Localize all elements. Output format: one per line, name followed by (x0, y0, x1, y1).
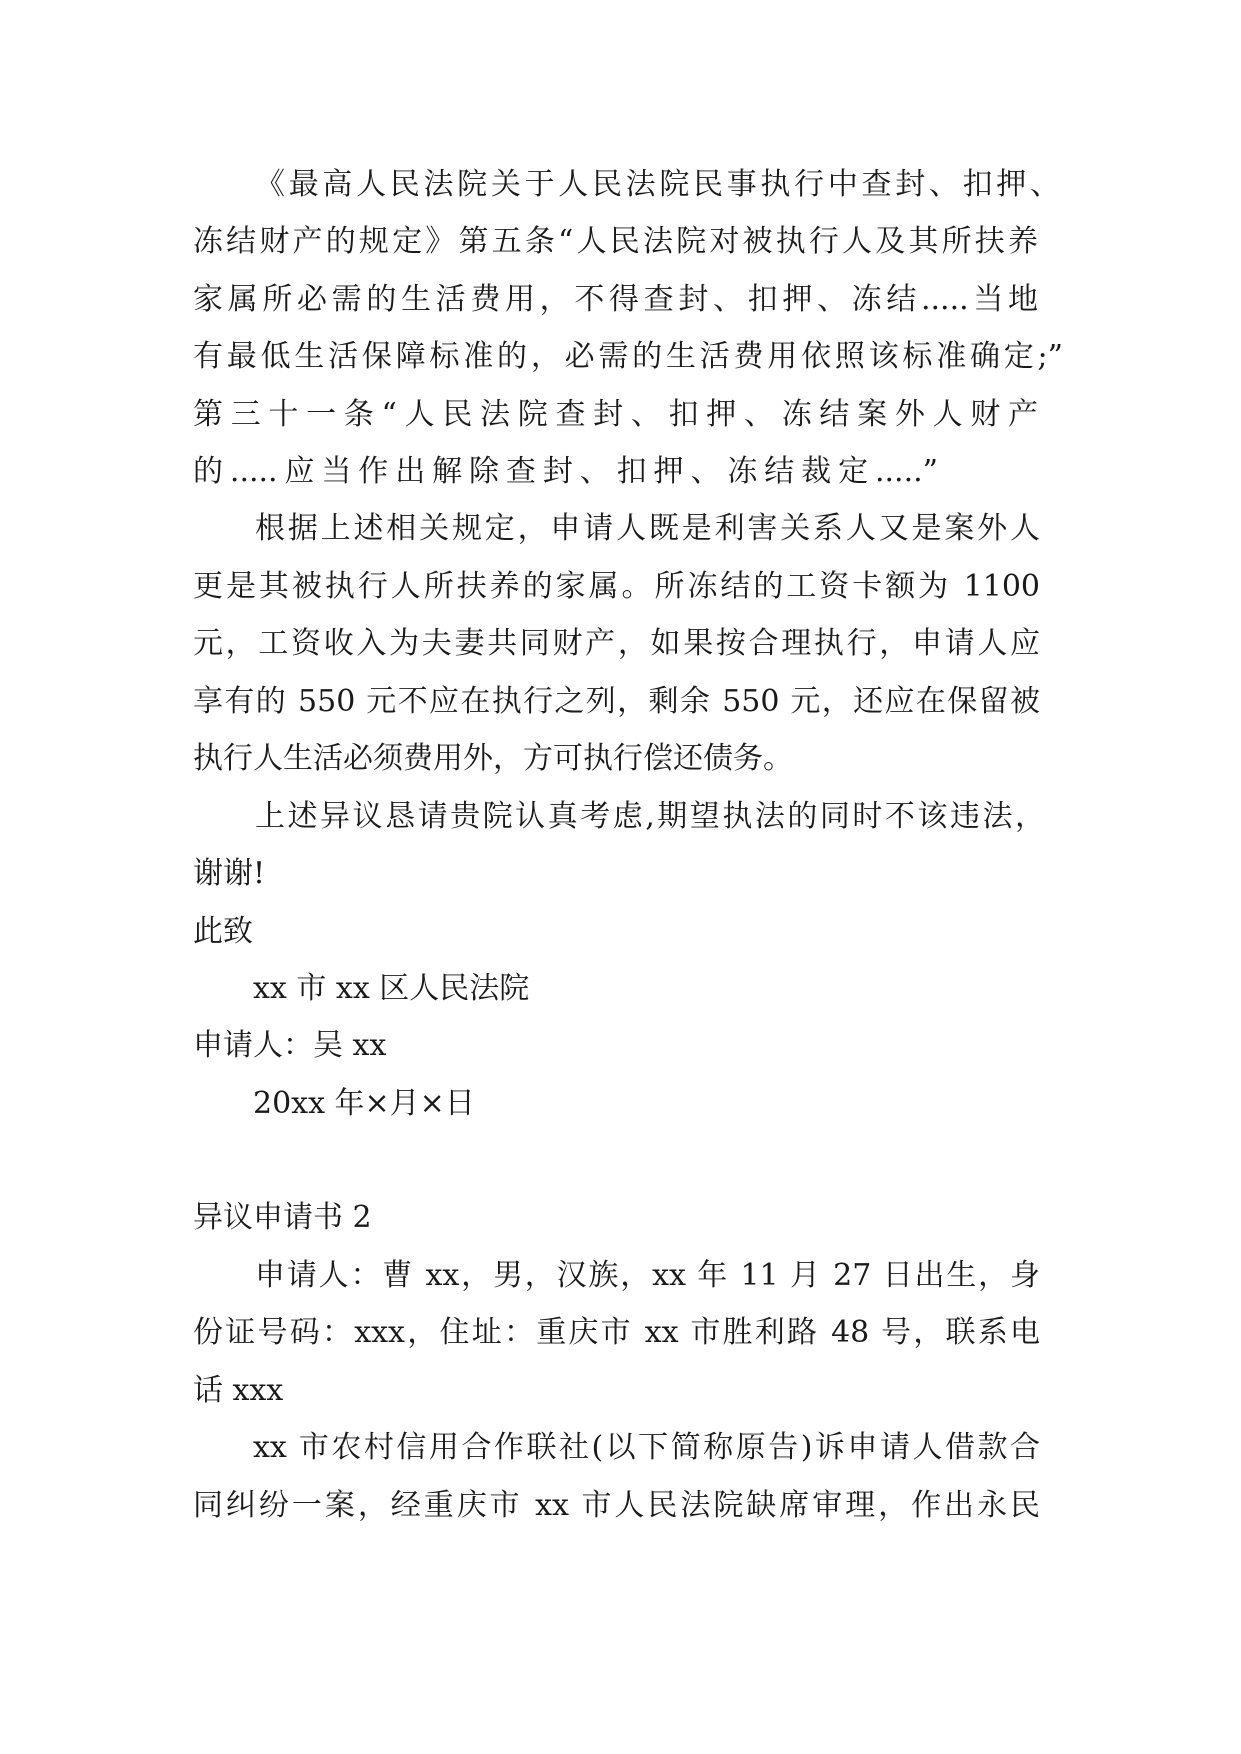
paragraph-3-line-2: 谢谢! (193, 856, 266, 891)
paragraph-4-line-1: 申请人：曹 xx，男，汉族，xx 年 11 月 27 日出生，身 (255, 1258, 1040, 1293)
paragraph-2-line-3: 元，工资收入为夫妻共同财产，如果按合理执行，申请人应 (193, 626, 1040, 661)
paragraph-4-line-2: 份证号码：xxx，住址：重庆市 xx 市胜利路 48 号，联系电 (193, 1315, 1040, 1350)
paragraph-1-line-2: 冻结财产的规定》第五条“人民法院对被执行人及其所扶养 (193, 224, 1038, 259)
salutation: 此致 (193, 914, 253, 949)
paragraph-4-line-3: 话 xxx (193, 1373, 284, 1408)
date: 20xx 年×月×日 (253, 1086, 475, 1121)
paragraph-1-line-1: 《最高人民法院关于人民法院民事执行中查封、扣押、 (255, 167, 1060, 202)
addressee: xx 市 xx 区人民法院 (253, 971, 530, 1006)
paragraph-5-line-2: 同纠纷一案，经重庆市 xx 市人民法院缺席审理，作出永民 (193, 1488, 1040, 1523)
paragraph-1-line-4: 有最低生活保障标准的，必需的生活费用依照该标准确定;” (193, 339, 1063, 374)
paragraph-1-line-5: 第三十一条“人民法院查封、扣押、冻结案外人财产 (193, 397, 1038, 432)
paragraph-1-line-3: 家属所必需的生活费用，不得查封、扣押、冻结.....当地 (193, 282, 1038, 317)
section-title: 异议申请书 2 (193, 1200, 372, 1235)
paragraph-2-line-2: 更是其被执行人所扶养的家属。所冻结的工资卡额为 1100 (193, 569, 1040, 604)
paragraph-3-line-1: 上述异议恳请贵院认真考虑,期望执法的同时不该违法， (255, 799, 1045, 834)
applicant-signature: 申请人：吴 xx (193, 1028, 387, 1063)
paragraph-1-line-6: 的.....应当作出解除查封、扣押、冻结裁定.....” (193, 454, 938, 489)
paragraph-2-line-5: 执行人生活必须费用外，方可执行偿还债务。 (193, 741, 793, 776)
paragraph-2-line-4: 享有的 550 元不应在执行之列，剩余 550 元，还应在保留被 (193, 684, 1040, 719)
paragraph-5-line-1: xx 市农村信用合作联社(以下简称原告)诉申请人借款合 (253, 1430, 1040, 1465)
paragraph-2-line-1: 根据上述相关规定，申请人既是利害关系人又是案外人 (255, 511, 1040, 546)
